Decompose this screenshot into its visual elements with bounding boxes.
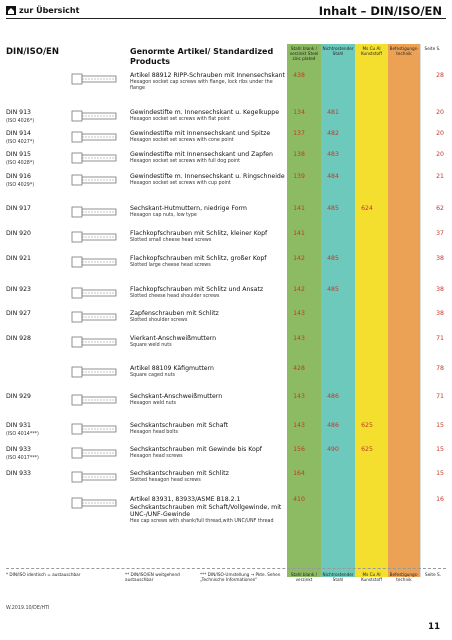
iso-label: (ISO 4029*): [6, 183, 35, 188]
description-de: Flachkopfschrauben mit Schlitz und Ansatz: [130, 286, 264, 293]
din-number: [6, 255, 31, 263]
stainless-column: [321, 44, 355, 577]
fastener-drawing-icon: [70, 107, 120, 125]
page-link[interactable]: 78: [436, 365, 444, 372]
description-de: Flachkopfschrauben mit Schlitz, kleiner Kopf: [130, 230, 268, 237]
fastener-drawing-icon: [70, 333, 120, 351]
page-number: 11: [428, 622, 440, 632]
page-link[interactable]: 16: [436, 496, 444, 503]
din-number: [6, 446, 39, 463]
stainless-page-link[interactable]: 485: [327, 205, 339, 212]
description-de: Sechskant-Hutmuttern, niedrige Form: [130, 205, 247, 212]
description-en: Hexagon cap nuts, low type: [130, 212, 197, 218]
description-de: Artikel 88109 Käfigmuttern: [130, 365, 214, 372]
din-number: [6, 310, 31, 318]
din-number: [6, 470, 31, 478]
steel-page-link[interactable]: 142: [293, 255, 305, 262]
description-en: Square caged nuts: [130, 372, 176, 378]
column-header-fastening: Befestigungstechnik: [389, 46, 419, 56]
page-link[interactable]: 37: [436, 230, 444, 237]
legend-fastening: Befestigungstechnik: [389, 572, 419, 582]
iso-label: (ISO 4028*): [6, 161, 35, 166]
din-label: DIN 915: [6, 151, 31, 158]
page-link[interactable]: 20: [436, 130, 444, 137]
description: [130, 205, 285, 219]
description-de: Sechskantschrauben mit Schaft: [130, 422, 228, 429]
description-en: Hexagon socket set screws with flat point: [130, 116, 230, 122]
steel-page-link[interactable]: 143: [293, 422, 305, 429]
steel-page-link[interactable]: 143: [293, 335, 305, 342]
stainless-page-link[interactable]: 481: [327, 109, 339, 116]
fastener-drawing-icon: [70, 391, 120, 409]
page-link[interactable]: 62: [436, 205, 444, 212]
description-de: Flachkopfschrauben mit Schlitz, großer Kopf: [130, 255, 267, 262]
description: [130, 173, 285, 187]
description: [130, 230, 285, 244]
fastener-drawing-icon: [70, 203, 120, 221]
din-number: [6, 230, 31, 238]
page-link[interactable]: 15: [436, 422, 444, 429]
description: [130, 335, 285, 349]
page-link[interactable]: 21: [436, 173, 444, 180]
fastener-drawing-icon: [70, 228, 120, 246]
fastener-drawing-icon: [70, 128, 120, 146]
description-en: Hexagon socket set screws with cup point: [130, 180, 231, 186]
description-en: Hex cap screws with shank/full thread,with UNC/UNF thread: [130, 518, 274, 524]
din-label: DIN 923: [6, 286, 31, 293]
description-en: Hexagon head bolts: [130, 429, 178, 435]
steel-page-link[interactable]: 138: [293, 151, 305, 158]
fastener-drawing-icon: [70, 420, 120, 438]
stainless-page-link[interactable]: 490: [327, 446, 339, 453]
description: [130, 393, 285, 407]
section-title: DIN/ISO/EN: [6, 47, 59, 57]
description-en: Hexagon socket set screws with cone point: [130, 137, 234, 143]
description-en: Slotted cheese head shoulder screws: [130, 293, 220, 299]
description: [130, 365, 285, 379]
legend-steel: Stahl blank / verzinkt: [290, 572, 318, 582]
fastener-drawing-icon: [70, 468, 120, 486]
description-en: Hexagon head screws: [130, 453, 183, 459]
description-de: Sechskant-Anschweißmuttern: [130, 393, 223, 400]
page-link[interactable]: 28: [436, 72, 444, 79]
din-number: [6, 286, 31, 294]
din-label: DIN 928: [6, 335, 31, 342]
description-de: Gewindestifte mit Innensechskant und Zapfen: [130, 151, 273, 158]
description: [130, 130, 285, 144]
page-link[interactable]: 71: [436, 335, 444, 342]
din-number: [6, 393, 31, 401]
brass-column: [355, 44, 388, 577]
steel-page-link[interactable]: 139: [293, 173, 305, 180]
description: [130, 422, 285, 436]
din-label: DIN 929: [6, 393, 31, 400]
fastener-drawing-icon: [70, 308, 120, 326]
steel-page-link[interactable]: 438: [293, 72, 305, 79]
description-de: Gewindestifte mit Innensechskant und Spitze: [130, 130, 271, 137]
steel-page-link[interactable]: 164: [293, 470, 305, 477]
steel-page-link[interactable]: 141: [293, 230, 305, 237]
brass-page-link[interactable]: 625: [361, 446, 373, 453]
footnote-2: ** DIN/ISO/EN weitgehend austauschbar: [125, 572, 180, 582]
legend-brass: Ms Cu Al Kunststoff: [361, 572, 382, 582]
steel-page-link[interactable]: 410: [293, 496, 305, 503]
footnote-3: *** DIN/ISO-Umstellung → Pkte. Sehen „Technische Informationen": [200, 572, 281, 582]
fastener-drawing-icon: [70, 363, 120, 381]
din-label: DIN 916: [6, 173, 31, 180]
description-en: Slotted small cheese head screws: [130, 237, 212, 243]
fastening-column: [388, 44, 420, 577]
description-en: Slotted hexagon head screws: [130, 477, 201, 483]
fastener-drawing-icon: [70, 444, 120, 462]
page-link[interactable]: 38: [436, 310, 444, 317]
description-en: Hexagon weld nuts: [130, 400, 177, 406]
page-link[interactable]: 20: [436, 151, 444, 158]
description-de: Artikel 88912 RIPP-Schrauben mit Innensechskant: [130, 72, 285, 79]
steel-page-link[interactable]: 143: [293, 310, 305, 317]
steel-page-link[interactable]: 141: [293, 205, 305, 212]
din-label: DIN 921: [6, 255, 31, 262]
din-label: DIN 933: [6, 470, 31, 477]
description-de: Sechskantschrauben mit Schlitz: [130, 470, 229, 477]
stainless-page-link[interactable]: 483: [327, 151, 339, 158]
column-header-stainless: Nichtrostender Stahl: [322, 46, 354, 56]
description: [130, 255, 285, 269]
stainless-page-link[interactable]: 485: [327, 255, 339, 262]
group-title: Genormte Artikel/ Standardized Products: [130, 47, 274, 66]
description-en: Square weld nuts: [130, 342, 172, 348]
din-label: DIN 920: [6, 230, 31, 237]
din-number: [6, 109, 34, 126]
column-header-steel: Stahl blank / verzinkt Steel zinc plated: [289, 46, 319, 61]
din-number: [6, 205, 31, 213]
fastener-drawing-icon: [70, 284, 120, 302]
steel-page-link[interactable]: 143: [293, 393, 305, 400]
footnote-1: * DIN/ISO identisch = austauschbar: [6, 572, 81, 577]
stainless-page-link[interactable]: 486: [327, 422, 339, 429]
din-label: DIN 931: [6, 422, 31, 429]
legend-page: Seite S.: [425, 572, 441, 577]
stainless-page-link[interactable]: 484: [327, 173, 339, 180]
din-label: DIN 914: [6, 130, 31, 137]
column-header-page: Seite S.: [424, 46, 441, 51]
description-de: Gewindestifte m. Innensechskant u. Ringschneide: [130, 173, 285, 180]
brass-page-link[interactable]: 625: [361, 422, 373, 429]
stainless-page-link[interactable]: 485: [327, 286, 339, 293]
din-label: DIN 913: [6, 109, 31, 116]
din-label: DIN 933: [6, 446, 31, 453]
description-de: Vierkant-Anschweißmuttern: [130, 335, 217, 342]
page-link[interactable]: 20: [436, 109, 444, 116]
column-header-brass: Ms Cu Al Kunststoff: [361, 46, 382, 56]
description-en: Hexagon socket set screws with full dog point: [130, 158, 240, 164]
description: [130, 151, 285, 165]
description-de: Zapfenschrauben mit Schlitz: [130, 310, 219, 317]
iso-label: (ISO 4014***): [6, 432, 39, 437]
page-link[interactable]: 38: [436, 286, 444, 293]
din-label: DIN 917: [6, 205, 31, 212]
description: [130, 446, 285, 460]
din-number: [6, 335, 31, 343]
brass-page-link[interactable]: 624: [361, 205, 373, 212]
description-en: Hexagon socket cap screws with flange, lock ribs under the flange: [130, 79, 273, 91]
fastener-drawing-icon: [70, 253, 120, 271]
description-de: Sechskantschrauben mit Gewinde bis Kopf: [130, 446, 262, 453]
description: [130, 496, 285, 525]
description: [130, 310, 285, 324]
stainless-page-link[interactable]: 486: [327, 393, 339, 400]
iso-label: (ISO 4027*): [6, 140, 35, 145]
stainless-page-link[interactable]: 482: [327, 130, 339, 137]
description-en: Slotted large cheese head screws: [130, 262, 211, 268]
legend-stainless: Nichtrostender Stahl: [322, 572, 354, 582]
din-number: [6, 151, 34, 168]
page-link[interactable]: 15: [436, 470, 444, 477]
description: [130, 72, 285, 92]
page-link[interactable]: 15: [436, 446, 444, 453]
steel-page-link[interactable]: 428: [293, 365, 305, 372]
page-link[interactable]: 71: [436, 393, 444, 400]
din-label: DIN 927: [6, 310, 31, 317]
din-number: [6, 130, 34, 147]
steel-page-link[interactable]: 142: [293, 286, 305, 293]
steel-page-link[interactable]: 156: [293, 446, 305, 453]
footer-divider: [6, 568, 446, 569]
back-label: zur Übersicht: [19, 6, 80, 15]
document-code: W.2019.10/DE/HTI: [6, 606, 50, 611]
steel-page-link[interactable]: 134: [293, 109, 305, 116]
header-divider: [6, 18, 446, 19]
fastener-drawing-icon: [70, 494, 120, 512]
steel-page-link[interactable]: 137: [293, 130, 305, 137]
din-number: [6, 173, 34, 190]
back-to-overview-link[interactable]: [6, 6, 79, 15]
fastener-drawing-icon: [70, 149, 120, 167]
description: [130, 286, 285, 300]
iso-label: (ISO 4017***): [6, 456, 39, 461]
iso-label: (ISO 4026*): [6, 119, 35, 124]
description-en: Slotted shoulder screws: [130, 317, 188, 323]
din-number: [6, 422, 39, 439]
description-de: Artikel 83931, 83933/ASME B18.2.1 Sechskantschrauben mit Schaft/Vollgewinde, mit UNC-/UNF-Gewinde: [130, 496, 282, 518]
fastener-drawing-icon: [70, 171, 120, 189]
page-title: Inhalt – DIN/ISO/EN: [318, 4, 442, 18]
home-icon: [6, 6, 16, 15]
description: [130, 470, 285, 484]
description: [130, 109, 285, 123]
fastener-drawing-icon: [70, 70, 120, 88]
description-de: Gewindestifte m. Innensechskant u. Kegelkuppe: [130, 109, 280, 116]
page-link[interactable]: 38: [436, 255, 444, 262]
